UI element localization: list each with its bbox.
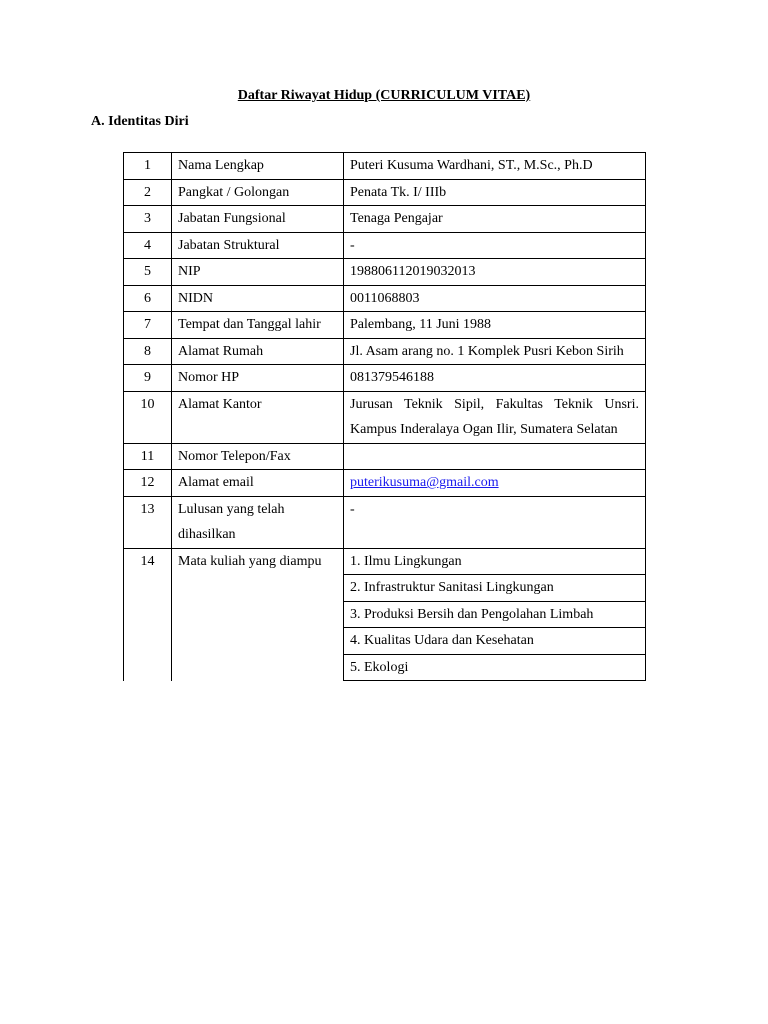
row-number: 8 [124,338,172,365]
course-item: 3. Produksi Bersih dan Pengolahan Limbah [344,601,646,628]
row-label: NIDN [172,285,344,312]
row-number: 6 [124,285,172,312]
row-number: 13 [124,496,172,548]
row-value: Puteri Kusuma Wardhani, ST., M.Sc., Ph.D [344,153,646,180]
row-number: 2 [124,179,172,206]
table-row [124,548,646,575]
row-number: 1 [124,153,172,180]
row-label: Alamat Rumah [172,338,344,365]
table-row [124,312,646,339]
row-value: Jl. Asam arang no. 1 Komplek Pusri Kebon Sirih [344,338,646,365]
row-label: Nama Lengkap [172,153,344,180]
row-value: Penata Tk. I/ IIIb [344,179,646,206]
row-label: Jabatan Struktural [172,232,344,259]
row-value: - [344,232,646,259]
row-label: Alamat email [172,470,344,497]
table-row [124,338,646,365]
course-item: 2. Infrastruktur Sanitasi Lingkungan [344,575,646,602]
document-title: Daftar Riwayat Hidup (CURRICULUM VITAE) [237,88,531,103]
row-label: Tempat dan Tanggal lahir [172,312,344,339]
row-value [344,443,646,470]
row-value: 0011068803 [344,285,646,312]
row-number: 4 [124,232,172,259]
row-label: Pangkat / Golongan [172,179,344,206]
email-link[interactable]: puterikusuma@gmail.com [350,475,499,490]
row-value: Tenaga Pengajar [344,206,646,233]
table-row [124,443,646,470]
row-number: 11 [124,443,172,470]
table-row [124,232,646,259]
table-row [124,365,646,392]
row-label: Jabatan Fungsional [172,206,344,233]
row-value: - [344,496,646,548]
course-item: 4. Kualitas Udara dan Kesehatan [344,628,646,655]
table-row [124,496,646,548]
row-number: 7 [124,312,172,339]
course-item: 5. Ekologi [344,654,646,681]
row-label: Nomor Telepon/Fax [172,443,344,470]
row-value: 198806112019032013 [344,259,646,286]
row-number: 3 [124,206,172,233]
row-label: Lulusan yang telah dihasilkan [172,496,344,548]
table-row [124,259,646,286]
section-heading: A. Identitas Diri [91,114,189,129]
row-label: Alamat Kantor [172,391,344,443]
row-number: 9 [124,365,172,392]
table-row [124,206,646,233]
row-value: Palembang, 11 Juni 1988 [344,312,646,339]
table-row [124,153,646,180]
table-row [124,179,646,206]
row-value: 081379546188 [344,365,646,392]
row-value [344,470,646,497]
course-item: 1. Ilmu Lingkungan [344,548,646,575]
row-label: Mata kuliah yang diampu [172,548,344,681]
row-value: Jurusan Teknik Sipil, Fakultas Teknik Unsri. Kampus Inderalaya Ogan Ilir, Sumatera Selatan [344,391,646,443]
row-number: 12 [124,470,172,497]
row-number: 5 [124,259,172,286]
identity-table [123,152,646,681]
table-row [124,285,646,312]
row-number: 14 [124,548,172,681]
row-label: NIP [172,259,344,286]
row-label: Nomor HP [172,365,344,392]
row-number: 10 [124,391,172,443]
table-row [124,391,646,443]
table-row [124,470,646,497]
